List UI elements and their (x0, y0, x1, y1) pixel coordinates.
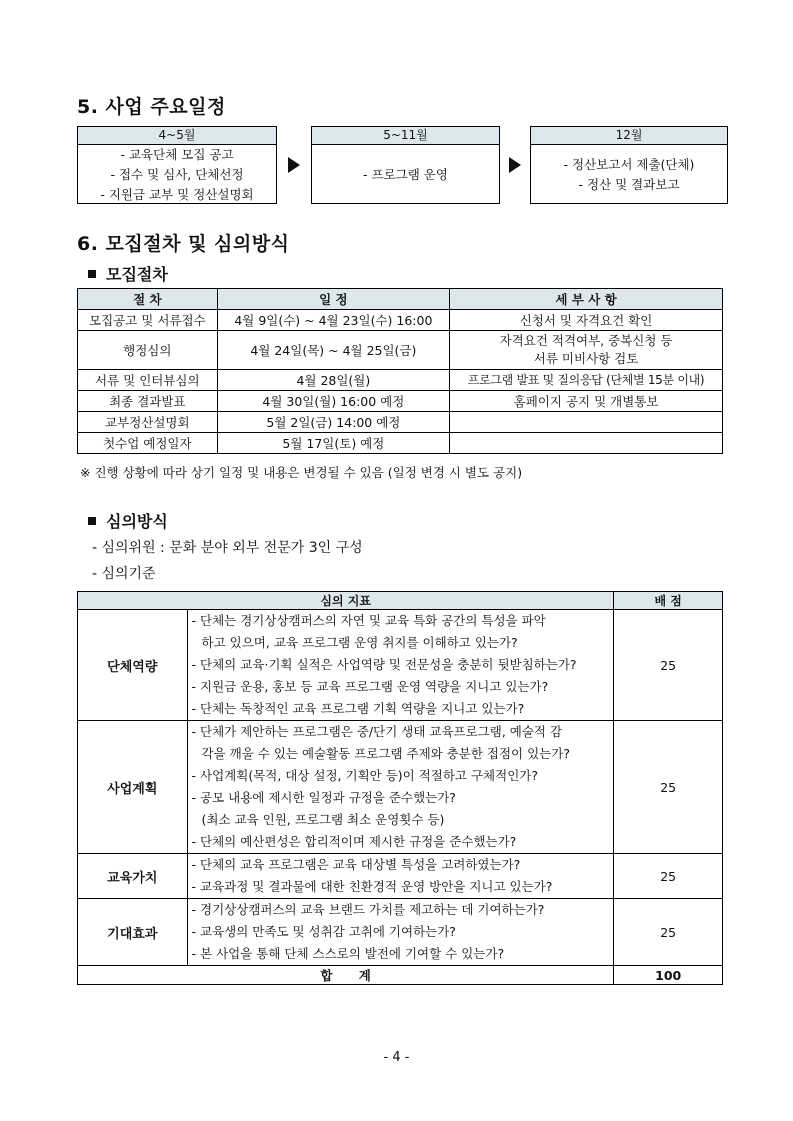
schedule-step-item: - 지원금 교부 및 정산설명회 (100, 186, 254, 202)
criteria-score: 25 (614, 610, 723, 721)
criteria-score: 25 (614, 899, 723, 966)
review-bullet: - 심의기준 (92, 566, 156, 582)
recruit-title: 모집절차 (106, 265, 168, 284)
recruit-detail (450, 412, 723, 433)
recruit-step: 서류 및 인터뷰심의 (78, 370, 218, 391)
review-criteria-table (77, 591, 723, 985)
recruit-date: 4월 9일(수) ~ 4월 23일(수) 16:00 (217, 310, 449, 331)
criteria-category: 교육가치 (78, 854, 188, 899)
total-row (78, 966, 723, 985)
recruit-step: 모집공고 및 서류접수 (78, 310, 218, 331)
recruit-detail: 홈페이지 공지 및 개별통보 (450, 391, 723, 412)
criteria-line: - 단체의 교육·기획 실적은 사업역량 및 전문성을 충분히 뒷받침하는가? (191, 657, 577, 672)
total-score: 100 (614, 966, 723, 985)
criteria-line: 각을 깨울 수 있는 예술활동 프로그램 주제와 충분한 접점이 있는가? (201, 746, 570, 761)
criteria-line: - 교육과정 및 결과물에 대한 친환경적 운영 방안을 지니고 있는가? (191, 879, 553, 894)
recruit-header: 절 차 (78, 289, 218, 310)
criteria-line: - 단체는 독창적인 교육 프로그램 기획 역량을 지니고 있는가? (191, 701, 525, 716)
criteria-line: - 교육생의 만족도 및 성취감 고취에 기여하는가? (191, 924, 456, 939)
square-bullet-icon (88, 270, 96, 278)
criteria-score: 25 (614, 721, 723, 854)
recruit-date: 5월 17일(토) 예정 (217, 433, 449, 454)
criteria-line: - 단체가 제안하는 프로그램은 중/단기 생태 교육프로그램, 예술적 감 (191, 724, 563, 739)
review-heading (88, 509, 168, 532)
table-row (78, 370, 723, 391)
recruit-header: 세 부 사 항 (450, 289, 723, 310)
criteria-category: 기대효과 (78, 899, 188, 966)
recruit-table (77, 288, 723, 454)
schedule-step-3 (530, 126, 728, 204)
criteria-line: - 단체의 교육 프로그램은 교육 대상별 특성을 고려하였는가? (191, 857, 521, 872)
recruit-date: 4월 28일(월) (217, 370, 449, 391)
schedule-step-2 (311, 126, 500, 204)
arrow-right-icon (509, 157, 521, 173)
section6-title: 6. 모집절차 및 심의방식 (77, 233, 290, 255)
schedule-step-item: - 프로그램 운영 (363, 166, 448, 182)
table-row (78, 854, 723, 899)
criteria-line: - 지원금 운용, 홍보 등 교육 프로그램 운영 역량을 지니고 있는가? (191, 679, 549, 694)
schedule-step-item: - 접수 및 심사, 단체선정 (110, 166, 244, 182)
recruit-step: 첫수업 예정일자 (78, 433, 218, 454)
criteria-score: 25 (614, 854, 723, 899)
recruit-header: 일 정 (217, 289, 449, 310)
criteria-line: - 본 사업을 통해 단체 스스로의 발전에 기여할 수 있는가? (191, 946, 505, 961)
review-bullet: - 심의위원 : 문화 분야 외부 전문가 3인 구성 (92, 540, 363, 556)
criteria-header: 심의 지표 (78, 592, 614, 610)
criteria-line: (최소 교육 인원, 프로그램 최소 운영횟수 등) (201, 812, 445, 827)
recruit-date: 5월 2일(금) 14:00 예정 (217, 412, 449, 433)
table-row (78, 899, 723, 966)
criteria-line: 하고 있으며, 교육 프로그램 운영 취지를 이해하고 있는가? (201, 635, 518, 650)
table-row (78, 331, 723, 370)
schedule-step-item: - 정산 및 결과보고 (578, 176, 680, 192)
table-row (78, 391, 723, 412)
recruit-date: 4월 24일(목) ~ 4월 25일(금) (217, 331, 449, 370)
schedule-step-item: - 정산보고서 제출(단체) (563, 156, 695, 172)
section5-title: 5. 사업 주요일정 (77, 96, 226, 118)
recruit-heading (88, 262, 168, 285)
total-label: 합 계 (78, 966, 614, 985)
table-row (78, 721, 723, 854)
recruit-detail (450, 433, 723, 454)
schedule-step-period: 5~11월 (312, 127, 499, 145)
table-row (78, 412, 723, 433)
recruit-step: 최종 결과발표 (78, 391, 218, 412)
criteria-line: - 단체는 경기상상캠퍼스의 자연 및 교육 특화 공간의 특성을 파악 (191, 613, 546, 628)
criteria-line: - 단체의 예산편성은 합리적이며 제시한 규정을 준수했는가? (191, 834, 517, 849)
score-header: 배 점 (614, 592, 723, 610)
criteria-line: - 사업계획(목적, 대상 설정, 기획안 등)이 적절하고 구체적인가? (191, 768, 538, 783)
recruit-step: 교부정산설명회 (78, 412, 218, 433)
criteria-line: - 공모 내용에 제시한 일정과 규정을 준수했는가? (191, 790, 456, 805)
recruit-date: 4월 30일(월) 16:00 예정 (217, 391, 449, 412)
recruit-detail: 신청서 및 자격요건 확인 (450, 310, 723, 331)
review-title: 심의방식 (106, 512, 168, 531)
criteria-line: - 경기상상캠퍼스의 교육 브랜드 가치를 제고하는 데 기여하는가? (191, 902, 545, 917)
schedule-step-period: 4~5월 (78, 127, 276, 145)
schedule-step-item: - 교육단체 모집 공고 (120, 146, 234, 162)
schedule-note: ※ 진행 상황에 따라 상기 일정 및 내용은 변경될 수 있음 (일정 변경 시 별도 공지) (80, 465, 523, 480)
schedule-step-1 (77, 126, 277, 204)
schedule-step-period: 12월 (531, 127, 727, 145)
arrow-right-icon (288, 157, 300, 173)
recruit-detail: 자격요건 적격여부, 중복신청 등 서류 미비사항 검토 (450, 331, 723, 370)
table-row (78, 433, 723, 454)
table-row (78, 610, 723, 721)
square-bullet-icon (88, 517, 96, 525)
criteria-category: 사업계획 (78, 721, 188, 854)
criteria-category: 단체역량 (78, 610, 188, 721)
page-number: - 4 - (383, 1050, 410, 1065)
recruit-step: 행정심의 (78, 331, 218, 370)
recruit-detail: 프로그램 발표 및 질의응답 (단체별 15분 이내) (450, 370, 723, 391)
table-row (78, 310, 723, 331)
